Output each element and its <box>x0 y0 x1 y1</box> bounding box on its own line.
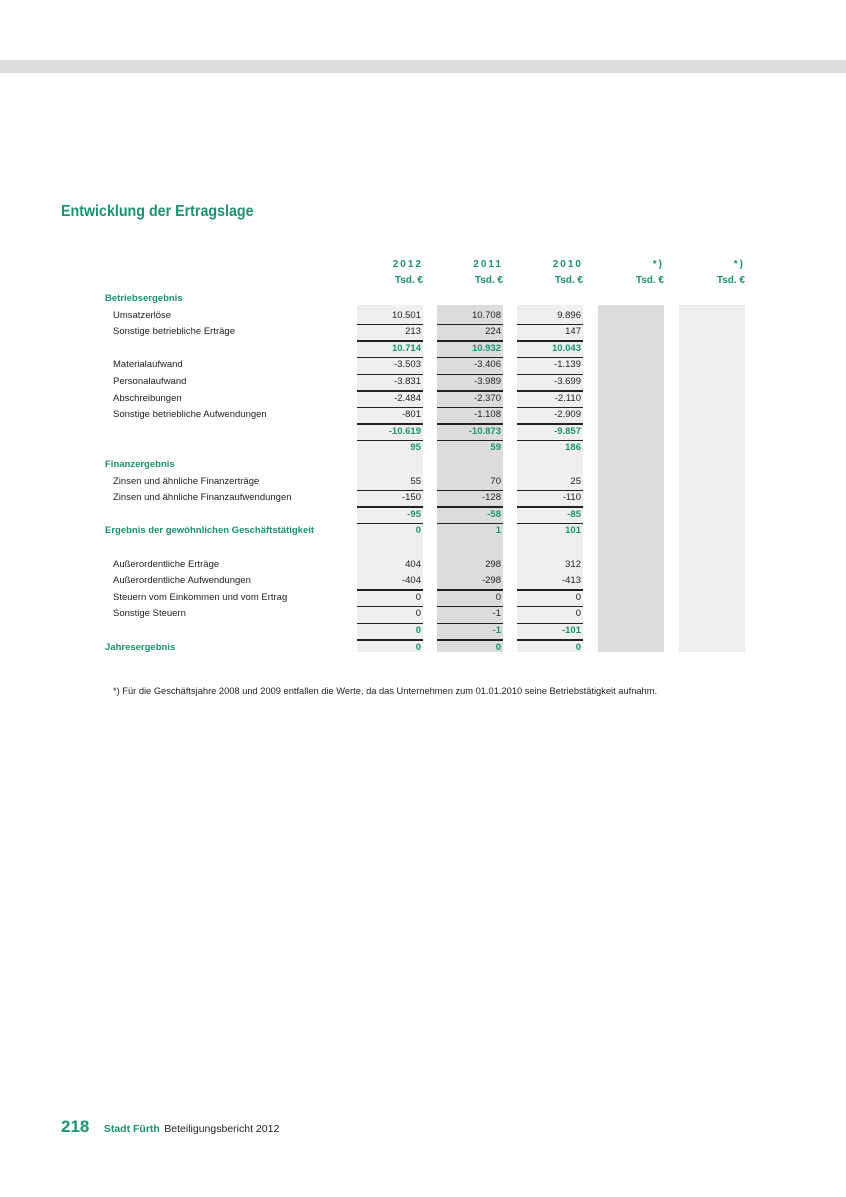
cell-value: 0 <box>495 641 501 653</box>
cell-value: 0 <box>415 525 421 537</box>
section-row <box>0 523 846 540</box>
row-label: Personalaufwand <box>113 376 187 387</box>
cell-value: 10.714 <box>391 342 421 354</box>
column-year: 2011 <box>473 259 503 270</box>
row-label: Umsatzerlöse <box>113 309 172 321</box>
subtotal-row <box>0 507 846 524</box>
cell-value: 95 <box>410 442 421 454</box>
cell-value: -1.108 <box>474 409 501 421</box>
row-label: Jahresergebnis <box>105 641 176 653</box>
cell-value: 25 <box>570 475 581 487</box>
section-title: Entwicklung der Ertragslage <box>61 203 254 220</box>
cell-value: -128 <box>481 492 501 504</box>
cell-value: 0 <box>575 608 581 620</box>
cell-value: -10.619 <box>388 425 421 437</box>
table-row <box>0 357 846 374</box>
cell-value: -58 <box>487 508 501 520</box>
report-name: Beteiligungsbericht 2012 <box>164 1123 280 1135</box>
cell-value: 147 <box>565 326 581 338</box>
cell-value: 59 <box>490 442 501 454</box>
row-label: Sonstige betriebliche Aufwendungen <box>113 409 267 421</box>
row-label: Betriebsergebnis <box>105 293 183 304</box>
column-year: *) <box>733 259 745 270</box>
table-row <box>0 573 846 590</box>
footnote: *) Für die Geschäftsjahre 2008 und 2009 entfallen die Werte, da das Unternehmen zum 01.01.2010 seine Betriebstätigkeit aufnahm. <box>113 686 658 696</box>
cell-value: 0 <box>495 591 501 603</box>
table-row <box>0 407 846 424</box>
cell-value: 186 <box>565 442 581 454</box>
top-bar <box>0 60 846 73</box>
cell-value: 298 <box>485 558 501 570</box>
cell-value: 55 <box>410 475 421 487</box>
cell-value: -110 <box>562 492 581 504</box>
cell-value: 0 <box>415 591 421 603</box>
cell-value: -2.370 <box>474 392 501 404</box>
cell-value: 0 <box>575 591 581 603</box>
cell-value: -801 <box>401 409 421 421</box>
column-year: *) <box>652 259 664 270</box>
row-label: Finanzergebnis <box>105 459 175 470</box>
cell-value: -150 <box>401 492 421 504</box>
row-label: Steuern vom Einkommen und vom Ertrag <box>113 591 288 603</box>
cell-value: -3.831 <box>394 376 421 387</box>
cell-value: -1 <box>492 608 501 620</box>
cell-value: 70 <box>490 475 501 487</box>
cell-value: 101 <box>565 525 581 537</box>
cell-value: -9.857 <box>554 425 581 437</box>
table-row <box>0 557 846 574</box>
cell-value: -85 <box>567 508 581 520</box>
column-unit: Tsd. € <box>554 275 583 286</box>
column-unit: Tsd. € <box>716 275 745 286</box>
row-label: Sonstige Steuern <box>113 608 186 620</box>
cell-value: 0 <box>415 608 421 620</box>
row-label: Zinsen und ähnliche Finanzerträge <box>113 475 260 487</box>
subtotal-row <box>0 540 846 557</box>
column-year: 2010 <box>552 259 583 270</box>
row-label: Außerordentliche Erträge <box>113 558 220 570</box>
cell-value: 9.896 <box>557 309 581 321</box>
column-unit: Tsd. € <box>394 275 423 286</box>
section-row <box>0 640 846 657</box>
cell-value: -101 <box>561 625 581 636</box>
cell-value: -10.873 <box>468 425 501 437</box>
column-unit: Tsd. € <box>635 275 664 286</box>
cell-value: -3.699 <box>554 376 581 387</box>
cell-value: 404 <box>405 558 421 570</box>
cell-value: 224 <box>485 326 501 338</box>
cell-value: -298 <box>481 575 501 587</box>
cell-value: -3.503 <box>394 359 421 371</box>
section-row <box>0 291 846 308</box>
cell-value: 10.043 <box>551 342 581 354</box>
row-label: Außerordentliche Aufwendungen <box>113 575 251 587</box>
cell-value: 10.708 <box>471 309 501 321</box>
cell-value: -3.406 <box>474 359 501 371</box>
row-label: Abschreibungen <box>113 392 182 404</box>
table-row <box>0 490 846 507</box>
cell-value: -2.909 <box>554 409 581 421</box>
table-row <box>0 324 846 341</box>
cell-value: 0 <box>415 625 421 636</box>
row-label: Materialaufwand <box>113 359 183 371</box>
cell-value: 0 <box>575 641 581 653</box>
cell-value: 0 <box>415 641 421 653</box>
cell-value: -404 <box>401 575 421 587</box>
table-row <box>0 391 846 408</box>
cell-value: -2.484 <box>394 392 421 404</box>
cell-value: 10.932 <box>471 342 501 354</box>
table-row <box>0 308 846 325</box>
subtotal-row <box>0 424 846 441</box>
cell-value: -1 <box>492 625 501 636</box>
cell-value: -95 <box>407 508 421 520</box>
organization-name: Stadt Fürth <box>103 1123 160 1135</box>
table-row <box>0 474 846 491</box>
subtotal-row <box>0 341 846 358</box>
cell-value: -2.110 <box>554 392 581 404</box>
cell-value: 312 <box>565 558 581 570</box>
cell-value: 10.501 <box>391 309 421 321</box>
subtotal-row <box>0 440 846 457</box>
column-unit: Tsd. € <box>474 275 503 286</box>
cell-value: 1 <box>495 525 501 537</box>
row-label: Sonstige betriebliche Erträge <box>113 326 235 338</box>
column-year: 2012 <box>392 259 423 270</box>
subtotal-row <box>0 623 846 640</box>
page-footer <box>61 1117 279 1137</box>
cell-value: -3.989 <box>474 376 501 387</box>
cell-value: -1.139 <box>554 359 581 371</box>
table-row <box>0 374 846 391</box>
row-label: Zinsen und ähnliche Finanzaufwendungen <box>113 492 292 504</box>
cell-value: -413 <box>561 575 581 587</box>
table-row <box>0 606 846 623</box>
row-label: Ergebnis der gewöhnlichen Geschäftstätigkeit <box>105 525 315 537</box>
section-row <box>0 457 846 474</box>
page-number: 218 <box>61 1117 90 1136</box>
table-row <box>0 590 846 607</box>
cell-value: 213 <box>405 326 421 338</box>
